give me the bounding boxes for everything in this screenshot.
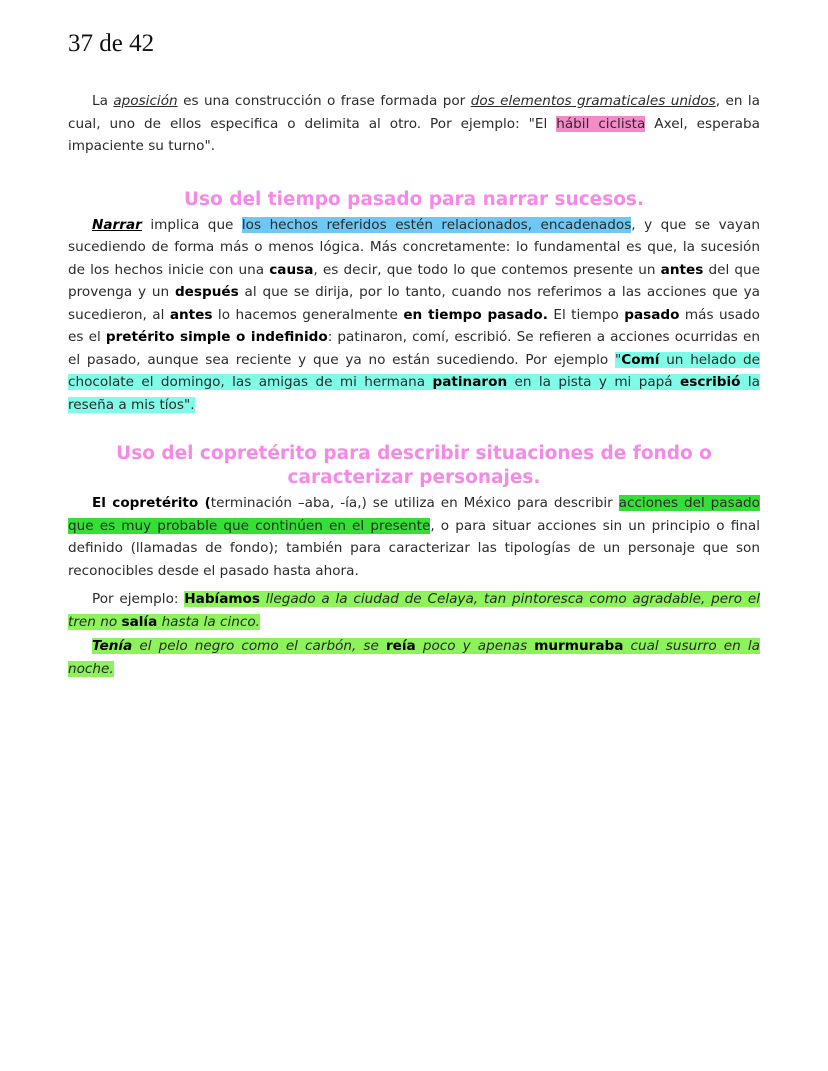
highlight-hechos-referidos: los hechos referidos estén relacionados, encadenados — [241, 216, 632, 233]
section-heading-copreterito: Uso del copretérito para describir situaciones de fondo o caracterizar personajes. — [116, 443, 712, 488]
highlight-habil-ciclista: hábil ciclista — [556, 115, 646, 132]
intro-paragraph: La aposición es una construcción o frase formada por dos elementos gramaticales unidos, en la cual, uno de ellos especifica o delimita al otro. Por ejemplo: "El hábil ciclista Axel, esperaba impaciente su turno". — [68, 93, 760, 154]
example-paragraph-1: Por ejemplo: Habíamos llegado a la ciudad de Celaya, tan pintoresca como agradable, pero el tren no salía hasta la cinco. — [68, 591, 760, 630]
highlight-example-1: Habíamos llegado a la ciudad de Celaya, tan pintoresca como agradable, pero el tren no salía hasta la cinco. — [68, 591, 760, 630]
document-body — [68, 90, 760, 680]
section-heading-tiempo-pasado: Uso del tiempo pasado para narrar sucesos. — [184, 188, 644, 210]
highlight-acciones-pasado: acciones del pasado que es muy probable que continúen en el presente — [68, 495, 761, 534]
highlight-example-preterito: "Comí un helado de chocolate el domingo, las amigas de mi hermana patinaron en la pista y mi papá escribió la reseña a mis tíos". — [68, 351, 760, 413]
definition-underlined: dos elementos gramaticales unidos — [470, 93, 716, 109]
example-paragraph-2 — [68, 635, 760, 680]
term-narrar: Narrar — [92, 216, 142, 233]
term-aposicion: aposición — [113, 93, 178, 109]
section-paragraph-copreterito: El copretérito (terminación –aba, -ía,) se utiliza en México para describir acciones del pasado que es muy probable que continúen en el presente, o para situar acciones sin un principio o final definido (llamadas de fondo); también para caracterizar las tipologías de un personaje que son reconocibles desde el pasado hasta ahora. — [68, 495, 761, 579]
highlight-example-2: Tenía el pelo negro como el carbón, se reía poco y apenas murmuraba cual susurro en la noche. — [68, 638, 760, 677]
section-paragraph-tiempo-pasado: Narrar implica que los hechos referidos estén relacionados, encadenados, y que se vayan sucediendo de forma más o menos lógica. Más concretamente: lo fundamental es que, la sucesión de los hechos inicie con una causa, es decir, que todo lo que contemos presente un antes del que provenga y un después al que se dirija, por lo tanto, cuando nos referimos a las acciones que ya sucedieron, al antes lo hacemos generalmente en tiempo pasado. El tiempo pasado más usado es el pretérito simple o indefinido: patinaron, comí, escribió. Se refieren a acciones ocurridas en el pasado, aunque sea reciente y que ya no están sucediendo. Por ejemplo "Comí un helado de chocolate el domingo, las amigas de mi hermana patinaron en la pista y mi papá escribió la reseña a mis tíos". — [68, 216, 760, 413]
page-number: 37 de 42 — [68, 30, 155, 57]
